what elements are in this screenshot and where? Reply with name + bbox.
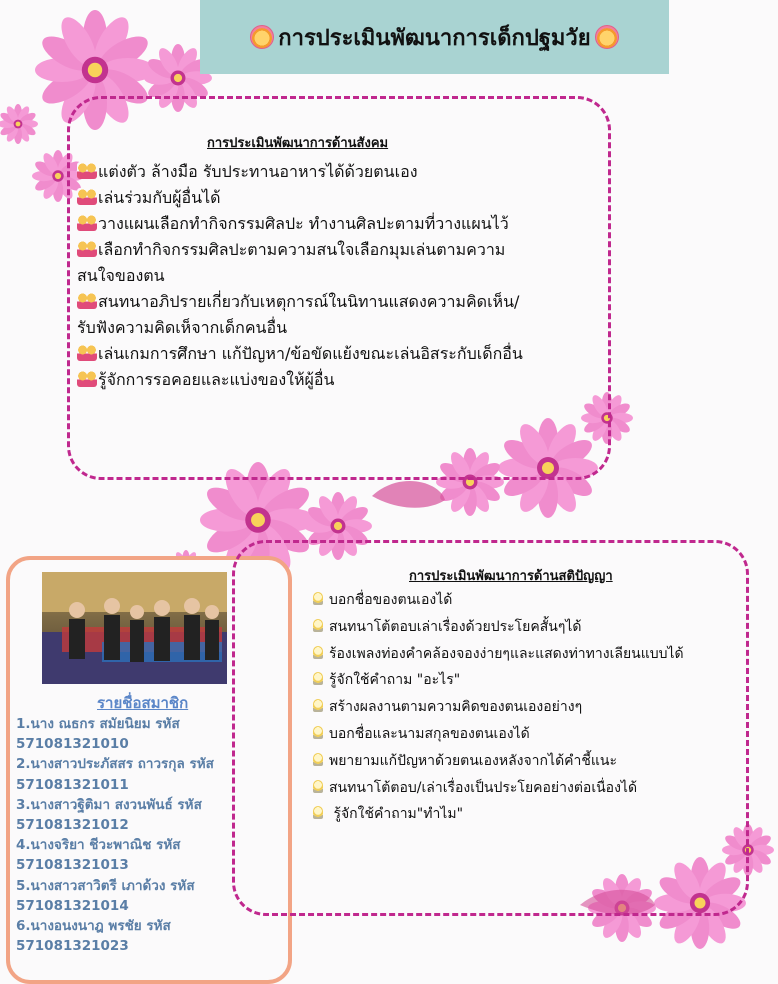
light-bulb-icon (313, 592, 323, 605)
list-item: สนทนาโต้ตอบเล่าเรื่องด้วยประโยคสั้นๆได้ (313, 614, 743, 641)
title-banner (200, 0, 669, 74)
list-item: ร้องเพลงท่องคำคล้องจองง่ายๆและแสดงท่าทางเลียนแบบได้ (313, 641, 743, 668)
member-line: 571081321014 (16, 897, 129, 914)
children-emoji-icon (77, 370, 97, 387)
list-item: รู้จักใช้คำถาม "อะไร" (313, 667, 743, 694)
member-line: 1.นาง ณธกร สมัยนิยม รหัส (16, 716, 180, 732)
list-item: สนทนาโต้ตอบ/เล่าเรื่องเป็นประโยคอย่างต่อเนื่องได้ (313, 775, 743, 802)
social-list (77, 159, 557, 393)
cognitive-list (313, 587, 743, 828)
list-item-continuation: สนใจของตน (77, 266, 165, 285)
members-heading: รายชื่อสมาชิก (97, 694, 189, 712)
light-bulb-icon (313, 806, 323, 819)
member-line: 571081321023 (16, 938, 129, 955)
light-bulb-icon (313, 619, 323, 632)
member-line: 571081321012 (16, 817, 129, 834)
group-photo (42, 572, 227, 684)
list-item-continuation: รับฟังความคิดเห็จากเด็กคนอื่น (77, 318, 287, 337)
light-bulb-icon (313, 646, 323, 659)
woman-emoji-icon (595, 25, 619, 49)
children-emoji-icon (77, 240, 97, 257)
list-item: สนทนาอภิปรายเกี่ยวกับเหตุการณ์ในนิทานแสดงความคิดเห็น/ (77, 289, 557, 315)
member-line: 6.นางอนงนาฎ พรชัย รหัส (16, 918, 171, 935)
group-photo-illustration (42, 572, 227, 684)
member-line: 2.นางสาวประภัสสร ถาวรกุล รหัส (16, 756, 214, 773)
list-item: แต่งตัว ล้างมือ รับประทานอาหารได้ด้วยตนเอง (77, 159, 557, 185)
list-item: รู้จักใช้คำถาม"ทำไม" (313, 801, 743, 828)
woman-emoji-icon (250, 25, 274, 49)
page-title: การประเมินพัฒนาการเด็กปฐมวัย (278, 25, 591, 51)
list-item: วางแผนเลือกทำกิจกรรมศิลปะ ทำงานศิลปะตามที่วางแผนไว้ (77, 211, 557, 237)
list-item: เล่นร่วมกับผู้อื่นได้ (77, 185, 557, 211)
member-line: 5.นางสาวสาวิตรี เภาด้วง รหัส (16, 877, 195, 894)
light-bulb-icon (313, 699, 323, 712)
member-line: 571081321010 (16, 736, 129, 753)
children-emoji-icon (77, 292, 97, 309)
light-bulb-icon (313, 672, 323, 685)
member-line: 3.นางสาวฐิติมา สงวนพันธ์ รหัส (16, 796, 202, 813)
light-bulb-icon (313, 780, 323, 793)
list-item: สร้างผลงานตามความคิดของตนเองอย่างๆ (313, 694, 743, 721)
list-item: เลือกทำกิจกรรมศิลปะตามความสนใจเลือกมุมเล่นตามความ (77, 237, 557, 263)
children-emoji-icon (77, 344, 97, 361)
cognitive-section-heading: การประเมินพัฒนาการด้านสติปัญญา (409, 569, 613, 584)
member-line: 571081321011 (16, 776, 129, 793)
list-item: บอกชื่อของตนเองได้ (313, 587, 743, 614)
children-emoji-icon (77, 214, 97, 231)
member-line: 4.นางจริยา ชีวะพาณิช รหัส (16, 837, 181, 854)
light-bulb-icon (313, 726, 323, 739)
children-emoji-icon (77, 162, 97, 179)
list-item: บอกชื่อและนามสกุลของตนเองได้ (313, 721, 743, 748)
social-section-heading: การประเมินพัฒนาการด้านสังคม (207, 136, 389, 151)
list-item: พยายามแก้ปัญหาด้วยตนเองหลังจากได้คำชี้แนะ (313, 748, 743, 775)
list-item: รู้จักการรอคอยและแบ่งของให้ผู้อื่น (77, 367, 557, 393)
children-emoji-icon (77, 188, 97, 205)
list-item: เล่นเกมการศึกษา แก้ปัญหา/ข้อขัดแย้งขณะเล่นอิสระกับเด็กอื่น (77, 341, 557, 367)
light-bulb-icon (313, 753, 323, 766)
member-line: 571081321013 (16, 857, 129, 874)
